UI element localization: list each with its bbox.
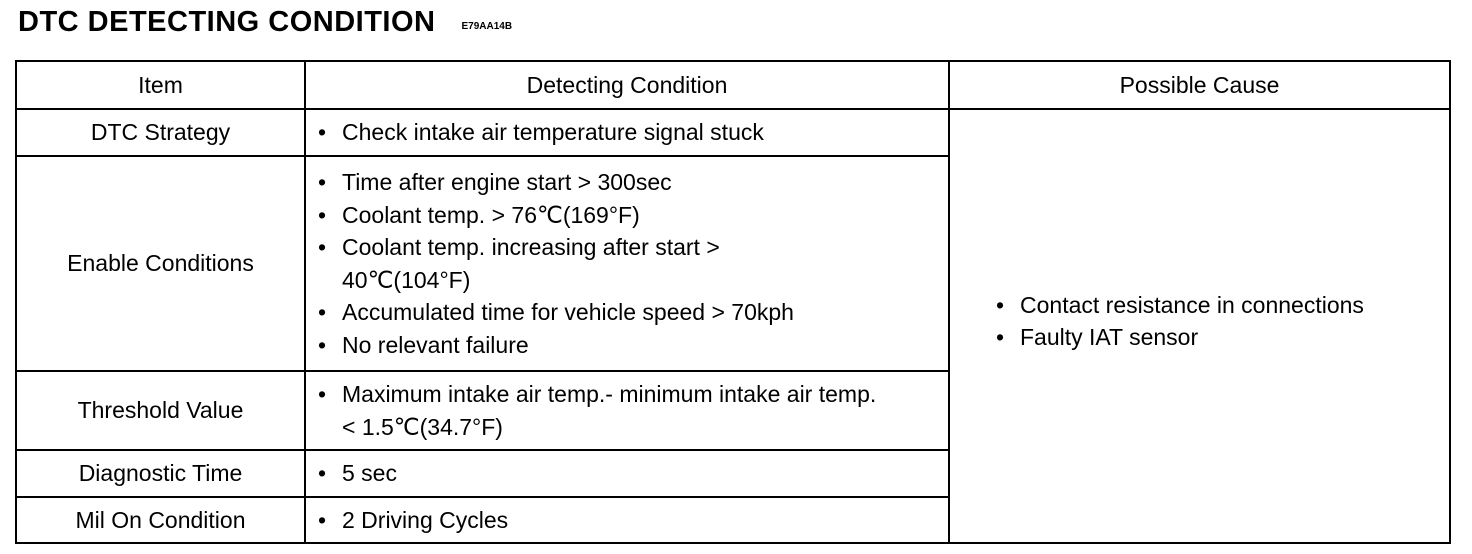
column-header-detecting-condition: Detecting Condition <box>305 61 949 109</box>
condition-bullet: • Check intake air temperature signal stuck <box>342 116 948 149</box>
row-item: Threshold Value <box>16 371 305 450</box>
condition-bullet: • No relevant failure <box>342 329 948 362</box>
table-row <box>16 109 1450 156</box>
row-item: Diagnostic Time <box>16 450 305 497</box>
condition-bullet: • 2 Driving Cycles <box>342 504 948 537</box>
condition-bullet: • Coolant temp. increasing after start > 40℃(104°F) <box>342 231 948 296</box>
possible-cause-cell <box>949 109 1450 543</box>
row-item: DTC Strategy <box>16 109 305 156</box>
row-item: Mil On Condition <box>16 497 305 543</box>
document-code: E79AA14B <box>461 20 513 32</box>
header-row <box>16 61 1450 109</box>
row-item: Enable Conditions <box>16 156 305 371</box>
cause-bullet: • Faulty IAT sensor <box>1020 321 1449 354</box>
title-row <box>18 0 512 44</box>
column-header-possible-cause: Possible Cause <box>949 61 1450 109</box>
cause-bullet: • Contact resistance in connections <box>1020 289 1449 322</box>
condition-cell <box>305 497 949 543</box>
dtc-table <box>15 60 1451 544</box>
condition-bullet: • Time after engine start > 300sec <box>342 166 948 199</box>
condition-cell <box>305 371 949 450</box>
condition-cell <box>305 109 949 156</box>
condition-bullet: • Maximum intake air temp.- minimum intake air temp. < 1.5℃(34.7°F) <box>342 378 948 443</box>
column-header-item: Item <box>16 61 305 109</box>
condition-bullet: • Coolant temp. > 76℃(169°F) <box>342 199 948 232</box>
page-title: DTC DETECTING CONDITION <box>18 5 436 38</box>
condition-bullet: • 5 sec <box>342 457 948 490</box>
condition-cell <box>305 450 949 497</box>
condition-cell <box>305 156 949 371</box>
condition-bullet: • Accumulated time for vehicle speed > 70kph <box>342 296 948 329</box>
